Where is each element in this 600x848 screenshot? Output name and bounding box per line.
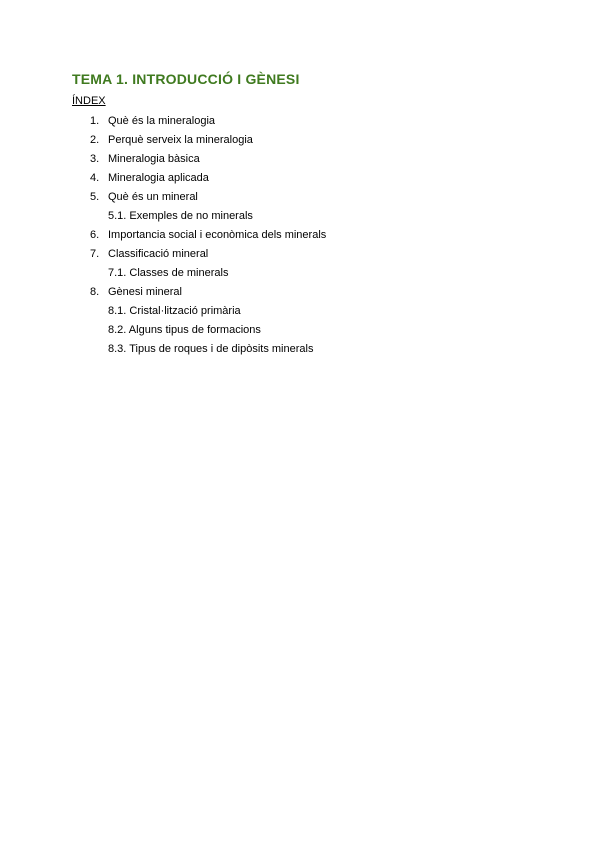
toc-item-3 (0, 152, 600, 171)
toc-subitem-5-1 (0, 209, 600, 228)
toc-item-label: Què és la mineralogia (108, 115, 216, 127)
toc-item-number: 7. (90, 248, 100, 260)
document-title: TEMA 1. INTRODUCCIÓ I GÈNESI (72, 71, 300, 87)
table-of-contents (0, 114, 600, 361)
toc-item-number: 1. (90, 115, 100, 127)
toc-item-4 (0, 171, 600, 190)
toc-item-label: Perquè serveix la mineralogia (108, 134, 253, 146)
toc-item-number: 2. (90, 134, 100, 146)
toc-subitem-8-3 (0, 342, 600, 361)
toc-item-number: 4. (90, 172, 100, 184)
toc-item-label: Què és un mineral (108, 191, 198, 203)
toc-subitem-7-1 (0, 266, 600, 285)
toc-item-5 (0, 190, 600, 209)
toc-item-label: Mineralogia aplicada (108, 172, 209, 184)
toc-item-label: Importancia social i econòmica dels minerals (108, 229, 327, 241)
toc-subitem-label: 7.1. Classes de minerals (108, 267, 229, 279)
toc-item-7 (0, 247, 600, 266)
toc-subitem-label: 8.2. Alguns tipus de formacions (108, 324, 261, 336)
toc-subitem-8-2 (0, 323, 600, 342)
toc-item-1 (0, 114, 600, 133)
toc-subitem-label: 5.1. Exemples de no minerals (108, 210, 253, 222)
toc-item-number: 6. (90, 229, 100, 241)
toc-item-label: Mineralogia bàsica (108, 153, 200, 165)
toc-subitem-label: 8.3. Tipus de roques i de dipòsits minerals (108, 343, 314, 355)
toc-subitem-label: 8.1. Cristal·lització primària (108, 305, 241, 317)
toc-item-6 (0, 228, 600, 247)
index-heading: ÍNDEX (72, 95, 106, 107)
toc-item-8 (0, 285, 600, 304)
toc-subitem-8-1 (0, 304, 600, 323)
toc-item-number: 3. (90, 153, 100, 165)
toc-item-number: 8. (90, 286, 100, 298)
toc-item-label: Gènesi mineral (108, 286, 182, 298)
toc-item-label: Classificació mineral (108, 248, 209, 260)
toc-item-number: 5. (90, 191, 100, 203)
toc-item-2 (0, 133, 600, 152)
